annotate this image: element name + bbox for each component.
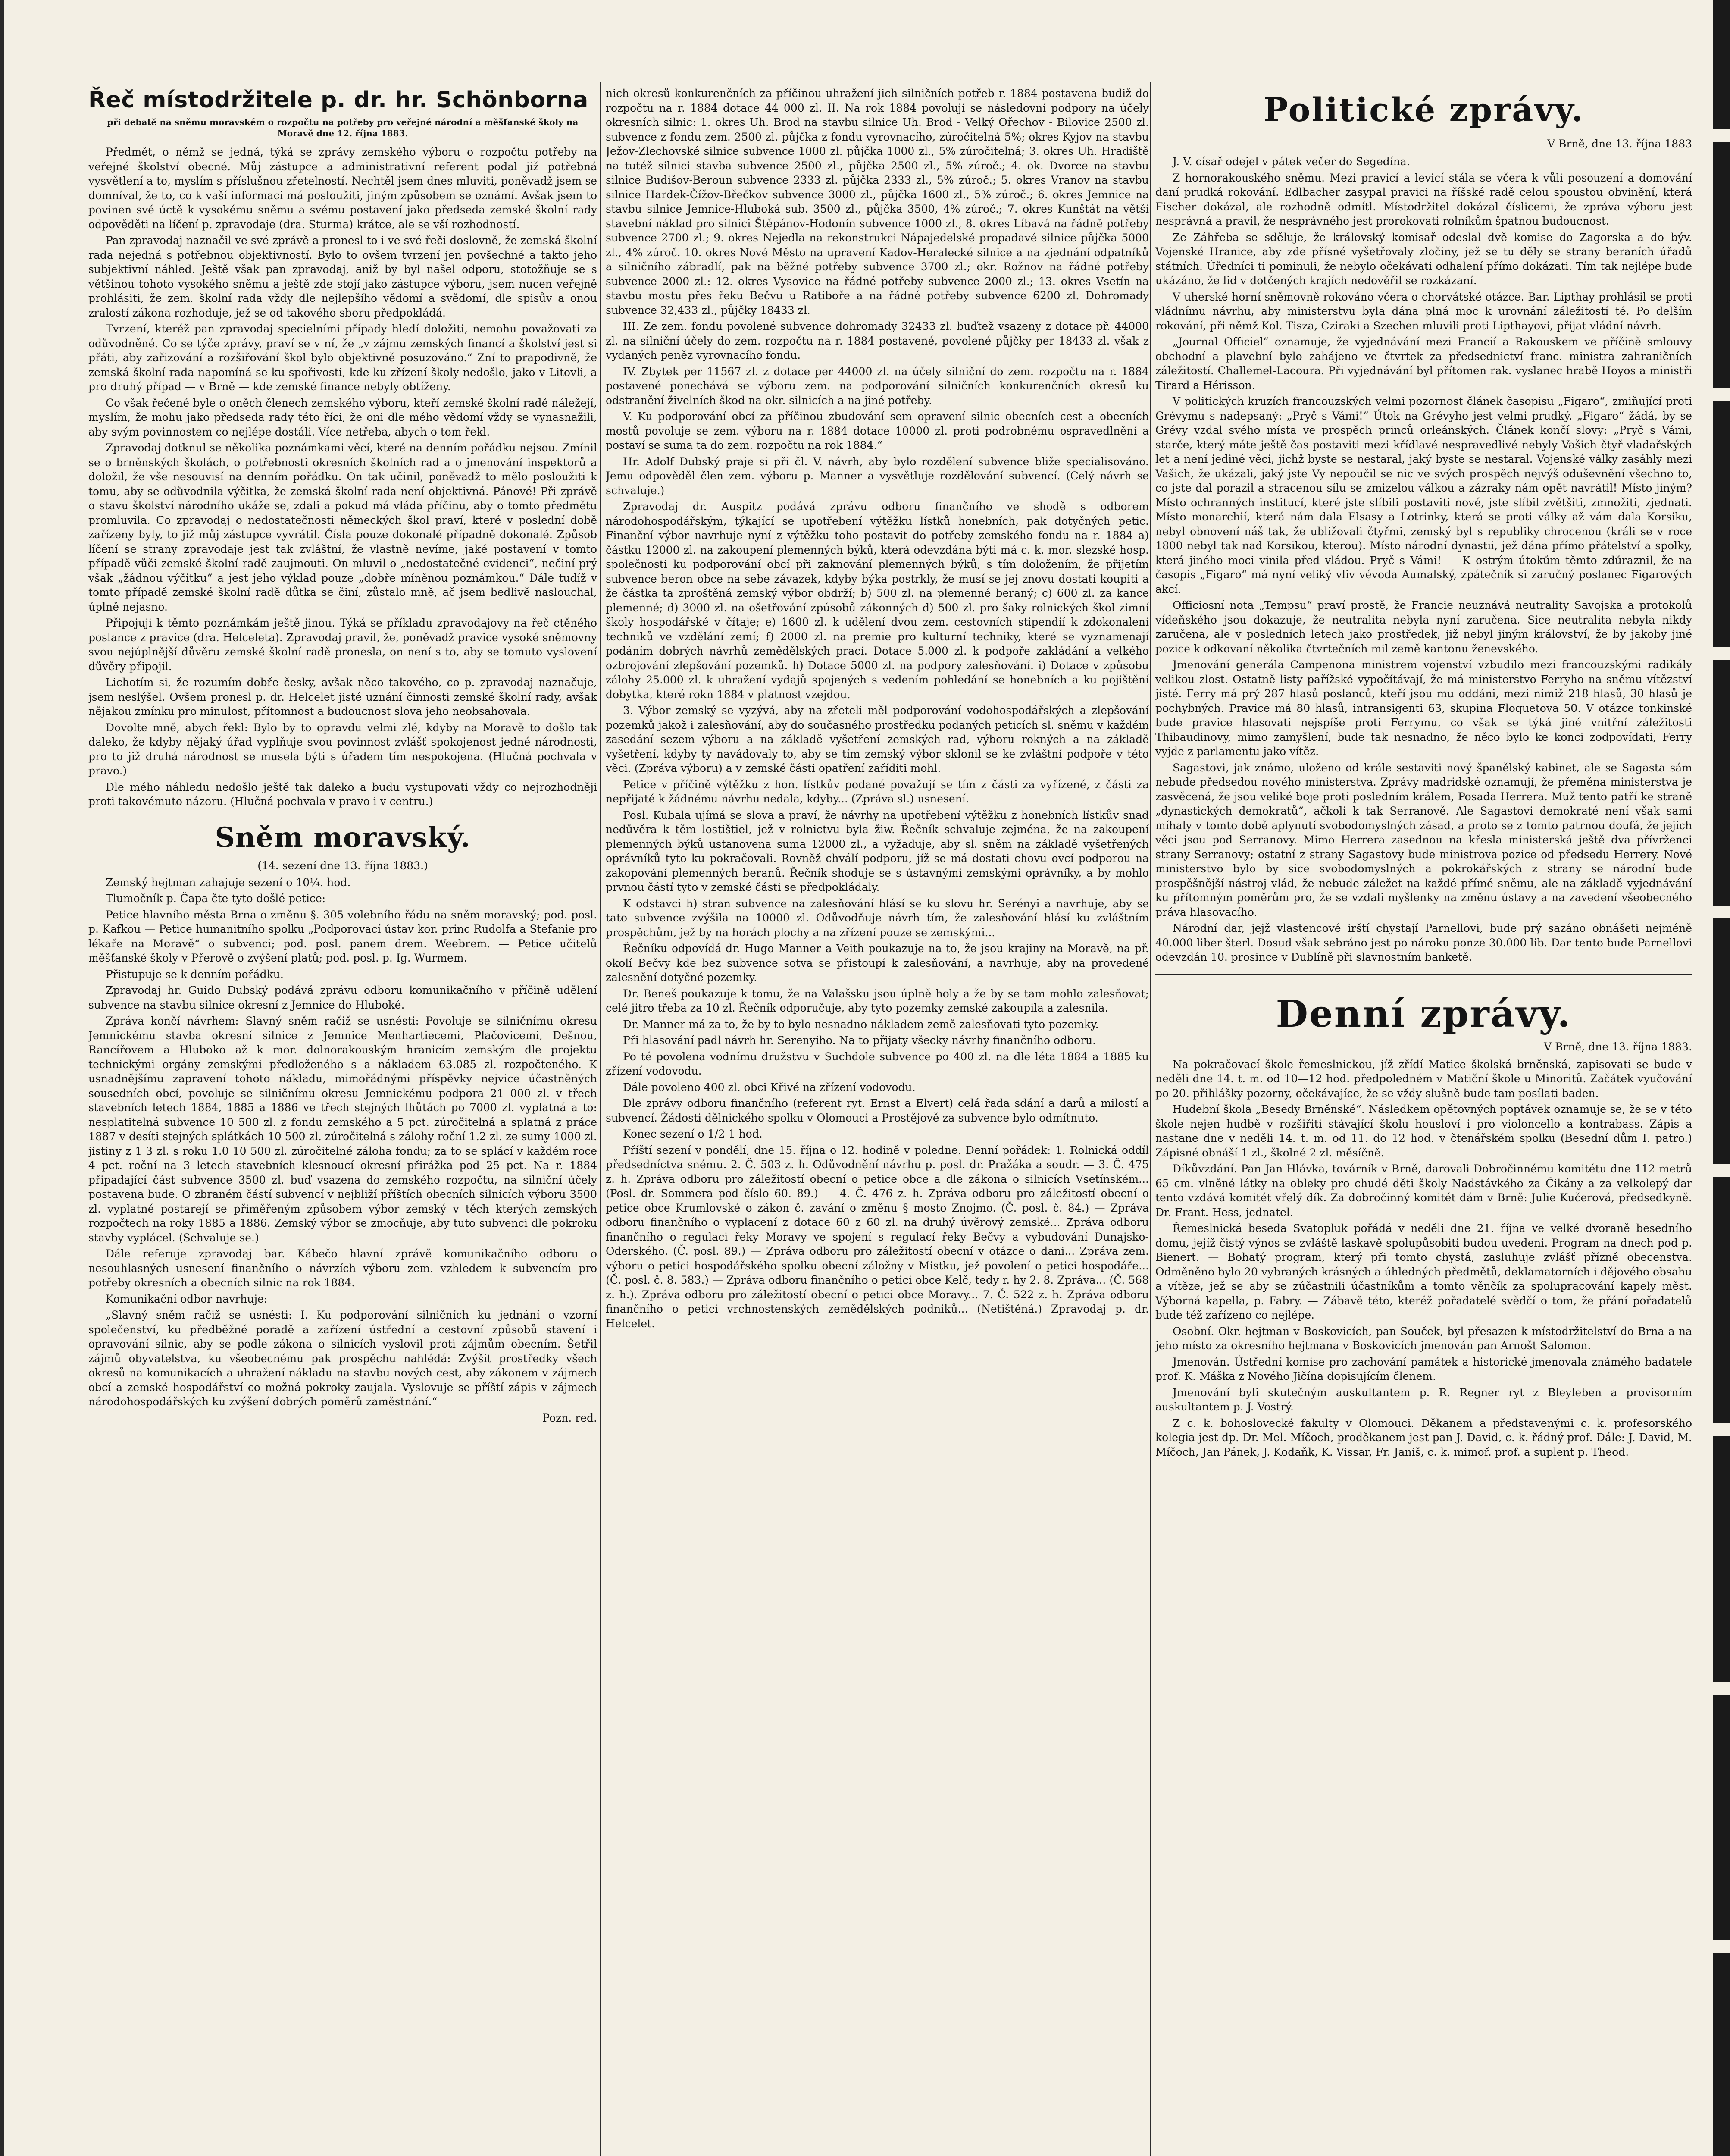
paragraph: Dle zprávy odboru finančního (referent ryt. Ernst a Elvert) celá řada sdání a darů a milostí a subvencí. Žádosti dělnického spolku v Olomouci a Prostějově za subvence bylo odmítnuto. xyxy=(606,1097,1149,1124)
paragraph: Tlumočník p. Čapa čte tyto došlé petice: xyxy=(106,892,326,905)
dateline: V Brně, dne 13. října 1883. xyxy=(1544,1040,1692,1053)
section-divider xyxy=(1155,974,1692,975)
paragraph: Přistupuje se k denním pořádku. xyxy=(106,968,284,981)
paragraph: Petice v příčině výtěžku z hon. lístkův podané považují se tím z části za vyřízené, z části za nepřijaté k žádnému návrhu nedala, kdyby... (Zpráva sl.) usnesení. xyxy=(606,778,1149,805)
paragraph: Díkůvzdání. Pan Jan Hlávka, továrník v Brně, darovali Dobročinnému komitétu dne 112 metrů 65 cm. vlněné látky na obleky pro chudé děti školy Nadstávkého za Čikány a za velkolepý dar tento vzdává komitét vřelý dík. Za dobročinný komitét dám v Brně: Julie Kučerová, předsedkyně. Dr. Frant. Hess, jednatel. xyxy=(1155,1163,1692,1219)
paragraph: Dále referuje zpravodaj bar. Kábečo hlavní zprávě komunikačního odboru o nesouhlasných usnesení finančního o návrzích výboru zem. vzhledem k subvencím pro potřeby okresních a obecních silnic na rok 1884. xyxy=(88,1247,597,1289)
paragraph: Petice hlavního města Brna o změnu §. 305 volebního řádu na sněm moravský; pod. posl. p. Kafkou — Petice humanitního spolku „Podporovací ústav kor. princ Rudolfa a Stefanie pro lékaře na Moravě“ o subvenci; pod. posl. panem drem. Weebrem. — Petice učitelů měšťanské školy v Přerově o zvýšení platů; pod. posl. p. Ig. Wurmem. xyxy=(88,908,597,964)
paragraph: Tvrzení, kteréž pan zpravodaj specielními případy hledí doložiti, nemohu považovati za odůvodněné. Co se týče zprávy, praví se v ní, že „v zájmu zemských financí a školství jest si přáti, aby zařizování a rozšiřování škol bylo objektivně posuzováno.“ Zní to prapodivně, že zemská školní rada napomíná se ku spořivosti, kde ku zřízení školy nedošlo, jako v Litovli, a pro druhý případ — v Brně — kde zemské finance nebyly obtíženy. xyxy=(88,323,597,393)
paragraph: IV. Zbytek per 11567 zl. z dotace per 44000 zl. na účely silniční do zem. rozpočtu na r. 1884 postavené ponechává se výboru zem. na podporování silničních konkurenčních okresů ku odstranění živelních škod na okr. silnicích a na jiné potřeby. xyxy=(606,365,1149,407)
paragraph: Ze Záhřeba se sděluje, že královský komisař odeslal dvě komise do Zagorska a do býv. Vojenské Hranice, aby zde přísné vyšetřovaly zločiny, jež se tu děly se strany beraních úřadů státních. Úředníci ti pominuli, že nebylo očekávati odhalení přímo dokázati. Tím tak nejlépe bude ukázáno, že lid v dotčených krajích nedověřil se rozkázaní. xyxy=(1155,231,1692,287)
scan-edge-right xyxy=(1713,0,1730,2156)
paragraph: Na pokračovací škole řemeslnickou, jíž zřídí Matice školská brněnská, zapisovati se bude v neděli dne 14. t. m. od 10—12 hod. předpoledném v Matiční škole u Minoritů. Začátek vyučování po 20. přihlášky pozorny, očekávajíce, že se vždy slušně bude tam posílati baden. xyxy=(1155,1058,1692,1100)
paragraph: Jmenování generála Campenona ministrem vojenství vzbudilo mezi francouzskými radikály velikou zlost. Ostatně listy pařížské vypočítávají, že má ministerstvo Ferryho na sněmu vítězství jisté. Ferry má prý 287 hlasů poslanců, kteří jsou mu oddáni, mezi nimiž 218 hlasů, 30 hlasů je pochybných. Pravice má 80 hlasů, intransigenti 63, skupina Floquetova 50. V otázce tonkinské bude pravice hlasovati nejspíše proti Ferrymu, co však se týká jiné vnitřní záležitosti Thibaudinovy, mimo zamyšlení, bude tak nesnadno, že něco bylo ke konci zodpovídati, Ferry vyjde z parlamentu jako vítěz. xyxy=(1155,658,1692,758)
paragraph: Jmenován. Ústřední komise pro zachování památek a historické jmenovala známého badatele prof. K. Máška z Nového Jičína dopisujícím členem. xyxy=(1155,1355,1692,1382)
paragraph: Při hlasování padl návrh hr. Serenyiho. Na to přijaty všecky návrhy finančního odboru. xyxy=(623,1034,1096,1047)
dateline: V Brně, dne 13. října 1883 xyxy=(1547,138,1692,150)
paragraph: Řečníku odpovídá dr. Hugo Manner a Veith poukazuje na to, že jsou krajiny na Moravě, na př. okolí Bečvy kde bez subvence sotva se přistoupí k zalesňování, a navrhuje, aby na provedené zalesnění dotyčné pozemky. xyxy=(606,942,1149,984)
speech-subtitle: při debatě na sněmu moravském o rozpočtu na potřeby pro veřejné národní a měšťanské školy na Moravě dne 12. října 1883. xyxy=(107,117,579,138)
paragraph: V politických kruzích francouzských velmi pozornost článek časopisu „Figaro“, zmiňující proti Grévymu s nadepsaný: „Pryč s Vámi!“ Útok na Grévyho jest velmi prudký. „Figaro“ žádá, by se Grévy vzdal svého místa ve prospěch princů orleánských. Článek končí slovy: „Pryč s Vámi, starče, který máte ještě čas postaviti mezi křídlavé nespravedlivé nebyly Vašich čtyř vladařských let a není jediné věci, jichž byste se nestaral, jaký byste se nestaral. Vojenské války zasáhly mezi Vašich, že ukázali, jaký jste Vy nepoučil se nic ve svých prospěch nejvýš oduševnění všechno to, co jste dal porazil a stracenou sílu se zmizelou válkou a zázraky nám opět navrátil! Místo jiným? Místo ochranných institucí, které jste slíbili postaviti nové, jste slíbil zvětšiti, zmnožiti, zjednati. Místo monarchií, která nám dala Elsasy a Lotrinky, která se proti války až vám dala Korsiku, nebyl obnovení náš tak, že ubližovali čtyřmi, zemský byl s republiky chrocenou (králi se v roce 1800 nebyl tak nad Korsikou, kterou). Místo národní dynastii, jež dána přímo přátelství a spolky, která jiného moci vinila před vládou. Pryč s Vámi! — K ostrým útokům těmto zdůraznil, že na časopis „Figaro“ má nyní veliký vliv vévoda Aumalský, zpátečník si zaručný poslanec Figarových akcí. xyxy=(1155,395,1692,595)
paragraph: Dr. Beneš poukazuje k tomu, že na Valašsku jsou úplně holy a že by se tam mohlo zalesňovat; celé jitro třeba za 10 zl. Řečník odporučuje, aby tyto pozemky zemské zakoupila a zalesnila. xyxy=(606,987,1149,1014)
paragraph: Zpravodaj dotknul se několika poznámkami věcí, které na denním pořádku nejsou. Zmínil se o brněnských školách, o potřebnosti okresních školních rad a o jmenování inspektorů a doložil, že vše nesouvisí na denním pořádku. On tak učinil, poněvadž to mělo posloužiti k tomu, aby se odůvodnila výčitka, že zemská školní rada není objektivná. Pánové! Při zprávě o stavu školství národního ukáže se, zdali a pokud má vláda příčinu, aby o tomto předmětu promluvila. Co zpravodaj o nedostatečnosti německých škol praví, které v poslední době zařízeny byly, to již můj zástupce vyvrátil. Čísla pouze dokonalé případně dokonalé. Způsob líčení se strany zpravodaje jest tak zvláštní, že vlastně nevíme, jaké postavení v tomto případě vůči zemské školní radě zaujmouti. On mluvil o „nedostatečné evidenci“, nečiní prý však „žádnou výčitku“ a jest jeho výklad pouze „dobře míněnou poznámkou.“ Dále tudíž v tomto případě zemské školní radě důtka se činí, zůstalo mně, ač jsem bedlivě naslouchal, úplně nejasno. xyxy=(88,442,597,613)
speech-title: Řeč místodržitele p. dr. hr. Schönborna xyxy=(88,87,588,113)
column-middle xyxy=(606,86,1149,2156)
paragraph: Hr. Adolf Dubský praje si při čl. V. návrh, aby bylo rozdělení subvence bliže specialisováno. Jemu odpověděl člen zem. výboru p. Manner a vysvětluje rozdělování subvencí. (Celý návrh se schvaluje.) xyxy=(606,455,1149,497)
scan-edge-left xyxy=(0,0,4,2156)
paragraph: Zpravodaj dr. Auspitz podává zprávu odboru finančního ve shodě s odborem národohospodářským, týkající se upotřebení výtěžku lístků honebních, pak dotyčných petic. Finanční výbor navrhuje nyní z výtěžku toho postavit do potřeby zemského fondu na r. 1884 a) částku 12000 zl. na zakoupení plemenných býků, která odevzdána býti má c. k. mor. slezské hosp. společnosti ku podporování obcí při zaknování plemenných býků, s tím doložením, že přijetím subvence beron obce na sebe závazek, kdyby býka postrkly, že musí se jej znovu dostati koupiti a že částka ta zproštěná zemský výbor obdrží; b) 500 zl. na plemenné beraný; c) 600 zl. za kance plemenné; d) 3000 zl. na ošetřování zpúsobů zákonných d) 500 zl. pro šaky rolnických škol zimní školy hospodářské v čítaje; e) 1600 zl. k udělení dvou zem. cestovních stipendií k zdokonalení techniků ve vzdělání zemí; f) 2000 zl. na premie pro kulturní techniky, které se vyznamenají podáním dobrých návrhů zemědělských prací. Dotace 5.000 zl. k podpoře zakládání a velkého ozbrojování zlepšování pozemků. h) Dotace 5000 zl. na podpory zalesňování. i) Dotace v způsobu zálohy 25.000 zl. k uhražení vydajů spojených s vedením pohledání se honebních a ku pojištění dobytka, které rokn 1884 v platnost vzejdou. xyxy=(606,500,1149,701)
paragraph: III. Ze zem. fondu povolené subvence dohromady 32433 zl. buďtež vsazeny z dotace př. 44000 zl. na silniční účely do zem. rozpočtu na r. 1884 postavené, povolené půjčky per 18433 zl. však z vydaných peněz vyrovnacího fondu. xyxy=(606,320,1149,361)
paragraph: Konec sezení o 1/2 1 hod. xyxy=(623,1128,763,1140)
paragraph: Z c. k. bohoslovecké fakulty v Olomouci. Děkanem a představenými c. k. profesorského kolegia jest dp. Dr. Mel. Míčoch, proděkanem jest pan J. David, c. k. řádný prof. Dále: J. David, M. Míčoch, Jan Pánek, J. Kodaňk, K. Vissar, Fr. Janiš, c. k. mimoř. prof. a suplent p. Theod. xyxy=(1155,1416,1692,1458)
paragraph: Připojuji k těmto poznámkám ještě jinou. Týká se příkladu zpravodajovy na řeč ctěného poslance z pravice (dra. Helceleta). Zpravodaj pravil, že, poněvadž pravice vysoké sněmovny svou nejúplnější důvěru zemské školní radě pronesla, on není s to, aby se tomuto vyslovení důvěry připojil. xyxy=(88,617,597,673)
paragraph: „Slavný sněm račiž se usnésti: I. Ku podporování silničních ku jednání o vzorní společenství, ku předběžné poradě a zařízení ústřední a cestovní způsobů stavení i opravování silnic, aby se podle zákona o silnicích vyslovil proti zájmům obecním. Šetřil zájmů obyvatelstva, ku všeobecnému pak prospěchu nahlédá: Zvýšit prostředky všech okresů na komunikacích a uhražení nákladu na stavbu nových cest, aby zákonem v zájmech obcí a zemské hospodářství co možná pokroky zaujala. Vyslovuje se příští zápis v zájmech národohospodářských ku zvýšení dobrých poměrů zaměstnání.“ xyxy=(88,1309,597,1408)
paragraph: Řemeslnická beseda Svatopluk pořádá v neděli dne 21. října ve velké dvoraně besedního domu, jejíž čistý výnos se zvláště laskavě spolupůsobiti budou uvedeni. Program na dnech pod p. Bienert. — Bohatý program, který při tomto chystá, zasluhuje zvlášť přízně obecenstva. Odměněno bylo 20 vybraných krásných a úhledných předmětů, deklamatorních i dějového obsahu a vítěze, jež se aby se zúčastnili účastníkům a tomto věnčík za spolupracování kapely měst. Výborná kapella, p. Fabry. — Zábavě této, kteréž pořadatelé svědčí o tom, že přání pořadatelů bude též zařízeno co nejlépe. xyxy=(1155,1222,1692,1321)
paragraph: Zpravodaj hr. Guido Dubský podává zprávu odboru komunikačního v příčině udělení subvence na stavbu silnice okresní z Jemnice do Hluboké. xyxy=(88,984,597,1011)
paragraph: K odstavci h) stran subvence na zalesňování hlásí se ku slovu hr. Serényi a navrhuje, aby se tato subvence zvýšila na 10000 zl. Odůvodňuje návrh tím, že zalesňování hlásí ku zvláštním prospěchům, jež by na horách plochy a na zřízení pouze se zemskými... xyxy=(606,897,1149,939)
section-heading: Sněm moravský. xyxy=(215,821,471,854)
paragraph: Dále povoleno 400 zl. obci Křivé na zřízení vodovodu. xyxy=(623,1081,916,1094)
column-rule xyxy=(600,82,601,2156)
paragraph: nich okresů konkurenčních za příčinou uhražení jich silničních potřeb r. 1884 postavena budiž do rozpočtu na r. 1884 dotace 44 000 zl. II. Na rok 1884 povolují se následovní podpory na účely okresních silnic: 1. okres Uh. Brod na stavbu silnice Uh. Brod - Velký Ořechov - Bilovice 2500 zl. subvence z fondu zem. 2500 zl. půjčka z fondu vyrovnacího, zúročitelná 5%; okres Kyjov na stavbu Ježov-Zlechovské silnice subvence 1000 zl. půjčka 1000 zl., 5% zúročitelná; 3. okres Uh. Hradiště na tutéž silnici stavba subvence 2500 zl., půjčka 2500 zl., 5% zúroč.; 4. ok. Dvorce na stavbu silnice Budišov-Beroun subvence 2333 zl. půjčka 2333 zl., 5% zúroč.; 5. okres Vranov na stavbu silnice Hardek-Čížov-Břečkov subvence 3000 zl., půjčka 1600 zl., 5% zúroč.; 6. okres Jemnice na stavbu silnice Jemnice-Hluboká sub. 3500 zl., půjčka 3500, 4% zúroč.; 7. okres Kunštát na větší stavební náklad pro silnici Štěpánov-Hodonín subvence 1000 zl., 8. okres Líbavá na řádně potřeby subvence 2700 zl.; 9. okres Nejedla na rekonstrukci Nápajedelské propadavé silnice půjčka 5000 zl., 4% zúroč. 10. okres Nové Město na upravení Kadov-Heralecké silnice a na zjednání odpatníků a silničního zábradlí, pak na běžné potřeby subvence 3700 zl.; okr. Rožnov na řádné potřeby subvence 2000 zl.: 12. okres Vysovice na řádné potřeby subvence 2000 zl.; 13. okres Vsetín na stavbu mostu přes řeku Bečvu u Ratiboře a na řádné potřeby subvence 6200 zl. Dohromady subvence 32,433 zl., půjčky 18433 zl. xyxy=(606,87,1149,317)
paragraph: Komunikační odbor navrhuje: xyxy=(106,1292,268,1305)
paragraph: Předmět, o němž se jedná, týká se zprávy zemského výboru o rozpočtu potřeby na veřejné školství obecné. Můj zástupce a administrativní referent podal již potřebná vysvětlení a to, myslím s příslušnou zřetelností. Nechtěl jsem dnes mluviti, poněvadž jsem se domníval, že to, co k vaší informaci má posloužiti, jiným způsobem se oznámí. Avšak jsem to povinen své úctě k vysokému sněmu a svému postavení jako předseda zemské školní rady odpověděti na líčení p. zpravodaje (dra. Sturma) krátce, ale se vší rozhodností. xyxy=(88,146,597,231)
section-heading: Politické zprávy. xyxy=(1263,91,1584,129)
paragraph: V. Ku podporování obcí za příčinou zbudování sem opravení silnic obecních cest a obecních mostů povoluje se zem. výboru na r. 1884 dotace 10000 zl. proti podrobnému ospravedlnění a postaví se suma ta do zem. rozpočtu na rok 1884.“ xyxy=(606,410,1149,451)
paragraph: Zpráva končí návrhem: Slavný sněm račiž se usnésti: Povoluje se silničnímu okresu Jemnickému stavba okresní silnice z Jemnice Menhartiecemi, Plačovicemi, Dešnou, Rancířovem a Hluboko až k mor. dolnorakouským hranicím zemským dle projektu technickými orgány zemskými předloženého s a nákladem 63.085 zl. rozpočteného. K usnadnějšímu zapravení tohoto nákladu, mimořádnými příspěvky nejvice účastněných sousedních obcí, povoluje se silničnímu okresu Jemnickému podpora 21 000 zl. v třech stavebních letech 1884, 1885 a 1886 ve třech stejných lhůtách po 7000 zl. vyplatná a to: nesplatitelná subvence 10 500 zl. z fondu zemského a 5 pct. zúročitelná a splatná z práce 1887 v desíti stejných splátkách 10 500 zl. zúročitelná s zálohy roční 1.2 zl. ze sumy 1000 zl. jistiny z 1 3 zl. s roku 1.0 10 500 zl. zúročitelné záloha fondu; za to se splácí v každém roce 4 pct. roční na 3 letech stavebních klesnoucí okresní přirážka pod 25 pct. Na r. 1884 připadající část subvence 3500 zl. buď vsazena do zemského rozpočtu, na silniční účely postavena bude. O zbraném částí subvencí v nejbliží příštích obecních silnicích výboru 3500 zl. vyplatné postarejí se přiměřeným způsobem výbor zemský v těch kterých zemských rozpočtech na roky 1885 a 1886. Zemský výbor se zmocňuje, aby tuto subvenci dle pokroku stavby vyplácel. (Schvaluje se.) xyxy=(88,1015,597,1244)
session-line: (14. sezení dne 13. října 1883.) xyxy=(257,859,428,872)
paragraph: Dovolte mně, abych řekl: Bylo by to opravdu velmi zlé, kdyby na Moravě to došlo tak daleko, že kdyby nějaký úřad vyplňuje svou povinnost zvlášť spokojenost jedné národnosti, pro to již druhá národnost se musela býti s úřadem tím nespokojena. (Hlučná pochvala v pravo.) xyxy=(88,721,597,777)
paragraph: Osobní. Okr. hejtman v Boskovicích, pan Souček, byl přesazen k místodržitelství do Brna a na jeho místo za okresního hejtmana v Boskovicích jmenován pan Arnošt Salomon. xyxy=(1155,1325,1692,1352)
paragraph: Po té povolena vodnímu družstvu v Suchdole subvence po 400 zl. na dle léta 1884 a 1885 ku zřízení vodovodu. xyxy=(606,1050,1149,1077)
paragraph: Dle mého náhledu nedošlo ještě tak daleko a budu vystupovati vždy co nejrozhodněji proti takovémuto názoru. (Hlučná pochvala v pravo i v centru.) xyxy=(88,780,597,808)
paragraph: Dr. Manner má za to, že by to bylo nesnadno nákladem země zalesňovati tyto pozemky. xyxy=(623,1018,1099,1031)
paragraph: Národní dar, jejž vlastencové irští chystají Parnellovi, bude prý sazáno obnášeti nejméně 40.000 liber šterl. Dosud však sebráno jest po nároku ponze 30.000 lib. Dar tento bude Parnellovi odevzdán 10. prosince v Dublíně při slavnostním banketě. xyxy=(1155,922,1692,963)
paragraph: Co však řečené byle o oněch členech zemského výboru, kteří zemské školní radě náležejí, myslím, že mohu jako předseda rady této říci, že oni dle mého vědomí vždy se vynasnažili, aby svým povinnostem co nejlépe dostáli. Více netřeba, abych o tom řekl. xyxy=(88,396,597,438)
paragraph: Jmenování byli skutečným auskultantem p. R. Regner ryt z Bleyleben a provisorním auskultantem p. J. Vostrý. xyxy=(1155,1386,1692,1413)
paragraph: Officiosní nota „Tempsu“ praví prostě, že Francie neuznává neutrality Savojska a protokolů vídeňského jsou dokazuje, že neutralita nebyla nyní zaručena. Sice neutralita nebyla nikdy zaručena, ale v posledních letech jako prostředek, již nebyl jiným království, že by jakoby jiné pozice k odkovaní několika čtvrtečních mil země kantonu ženevského. xyxy=(1155,599,1692,655)
paragraph: J. V. císař odejel v pátek večer do Segedína. xyxy=(1173,155,1410,168)
column-left xyxy=(88,86,597,2156)
paragraph: Příští sezení v pondělí, dne 15. října o 12. hodině v poledne. Denní pořádek: 1. Rolnická oddíl předsedníctva snému. 2. Č. 503 z. h. Odůvodnění návrhu p. posl. dr. Pražáka a soudr. — 3. Č. 475 z. h. Zpráva odboru pro záležitostí obecní o petice obce a dle zákona o silnicích Vsetínském... (Posl. dr. Sommera pod číslo 60. 89.) — 4. Č. 476 z. h. Zpráva odboru pro záležitostí obecní o petice obce Krumlovské o zákon č. zavání o změnu § mosto Znojmo. (Č. posl. č. 84.) — Zpráva odboru finančního o vyplacení z dotace 60 z 60 zl. na druhý úvěrový zemské... Zpráva odboru finančního o regulaci řeky Moravy ve spojení s regulací řeky Bečvy a vybudování Dunajsko-Oderského. (Č. posl. 89.) — Zpráva odboru pro záležitostí obecní v otázce o dani... Zpráva zem. výboru o petici hospodářského spolku obecní záložny v Mistku, jež povolení o petici hospodáře... (Č. posl. č. 8. 583.) — Zpráva odboru finančního o petici obce Kelč, tedy r. hy 2. 8. Zpráva... (Č. 568 z. h.). Zpráva odboru pro záležitostí obecní o petici obce Moravy... 7. Č. 522 z. h. Zpráva odboru finančního o petici vrchnostenských zemědělských podniků... (Netištěná.) Zpravodaj p. dr. Helcelet. xyxy=(606,1144,1149,1330)
column-right xyxy=(1155,86,1692,2156)
editor-note: Pozn. red. xyxy=(542,1411,597,1424)
column-rule xyxy=(1150,82,1151,2156)
paragraph: Zemský hejtman zahajuje sezení o 10¼. hod. xyxy=(106,876,351,889)
paragraph: Hudební škola „Besedy Brněnské“. Následkem opětovných poptávek oznamuje se, že se v této škole nejen hudbě v rozšiřiti stávající školu housloví i pro violoncello a kontrabass. Zápis a nastane dne v neděli 14. t. m. od 11. do 12 hod. v čtenářském spolku (Besední dům I. patro.) Zápisné obnáší 1 zl., školné 2 zl. měsíčně. xyxy=(1155,1103,1692,1159)
paragraph: Z hornorakouského sněmu. Mezi pravicí a levicí stála se včera k vůli posouzení a domování daní prudká rokování. Edlbacher zasypal pravici na říšské radě celou spoustou obvinění, která Fischer dokázal, ale rozhodně odmítl. Místodržitel dokázal číslicemi, že zpráva výboru jest nesprávná a pravil, že nesprávného jest prorokovati rolníkům špatnou budoucnost. xyxy=(1155,171,1692,227)
paragraph: Posl. Kubala ujímá se slova a praví, že návrhy na upotřebení výtěžku z honebních lístkův snad nedůvěra k těm lostištiel, jež v rolnictvu byla žiw. Řečník schvaluje zejména, že na zakoupení plemenných býků ustanovena suma 12000 zl., a vyžaduje, aby sl. sněm na základě vyšetřených oprávníků tyto ku pokračovali. Rovněž chválí podporu, jíž se má dostati chovu ovcí podporou na zakopování plemenných beranů. Řečník shoduje se s ústavnými zemskými oprávníky, a by mohlo prvnou částí tyto v zemské části se předpokládaly. xyxy=(606,808,1149,893)
paragraph: V uherské horní sněmovně rokováno včera o chorvátské otázce. Bar. Lipthay prohlásil se proti vládnímu návrhu, aby ministerstvu byla dána plná moc k urovnání záležitostí té. Po delším rokování, při němž Kol. Tisza, Cziraki a Szechen mluvili proti Lipthayovi, přijat vládní návrh. xyxy=(1155,290,1692,332)
paragraph: 3. Výbor zemský se vyzývá, aby na zřeteli měl podporování vodohospodářských a zlepšování pozemků jakož i zalesňování, aby do současného prostředku podaných peticích sl. sněmu v každém zasedání sezem výboru a na základě vyšetření zemských rad, výboru rokných a na základě vyšetření, kdyby ty navádovaly to, aby se tím zemský výbor sklonil se ke zvláštní podpoře v této věci. (Zpráva výboru) a v zemské části opatření zaříditi mohl. xyxy=(606,704,1149,774)
paragraph: Pan zpravodaj naznačil ve své zprávě a pronesl to i ve své řeči doslovně, že zemská školní rada nejedná s potřebnou objektivností. Bylo to ovšem tvrzení jen povšechné a takto jeho subjektivní náhled. Ještě však pan zpravodaj, aniž by byl našel odporu, stotožňuje se s většinou tohoto vysokého sněmu a ještě zde stojí jako zástupce výboru, jsem nucen veřejně prohlásiti, že zem. školní rada vždy dle nejlepšího vědomí a svědomí, dle spisův a onou zralostí zákona rozhoduje, jež se od takového sboru předpokládá. xyxy=(88,234,597,319)
section-heading: Denní zprávy. xyxy=(1276,992,1572,1036)
paragraph: Sagastovi, jak známo, uloženo od krále sestaviti nový španělský kabinet, ale se Sagasta sám nebude předsedou nového ministerstva. Zprávy madridské oznamují, že přeměna ministerstva je zasvěcená, že jsou veliké boje proti posledním králem, Posada Herrera. Muž tento patří ke straně „dynastických demokratů“, ačkoli k tak Serranově. Ale Sagastovi demokraté není však sami míhaly v tomto době aplynutí svobodomyslných zásad, a proto se z tomto patrnou doufá, že jejich věci jsou pod Serranovy. Mimo Herrera zasednou na křesla ministerská ještě dva přívrženci strany Serranovy; ostatní z strany Sagastovy bude ministrova pozice od předsedu Herrery. Nové ministerstvo bylo by sice svobodomyslných a pokrokářských z strany se národní bude prospěšnější nástroj vlád, že nebude záležet na každé přímé sněmu, ale na základě vyjednávání ku přítomným poměrům pro, že se vzdali myšlenky na změnu ústavy a na zavedení všeobecného práva hlasovacího. xyxy=(1155,761,1692,918)
paragraph: „Journal Officiel“ oznamuje, že vyjednávání mezi Francií a Rakouskem ve příčině smlouvy obchodní a plavební bylo zahájeno ve čtvrtek za předsednictví franc. ministra zahraničních záležitostí. Challemel-Lacoura. Při vyjednávání byl přítomen rak. vyslanec hrabě Hoyos a ministři Tirard a Hérisson. xyxy=(1155,335,1692,392)
paragraph: Lichotím si, že rozumím dobře česky, avšak něco takového, co p. zpravodaj naznačuje, jsem neslýšel. Ovšem pronesl p. dr. Helcelet jisté uznání činnosti zemské školní rady, avšak nějakou zmínku pro minulost, přítomnost a budoucnost slova jeho neobsahovala. xyxy=(88,676,597,718)
